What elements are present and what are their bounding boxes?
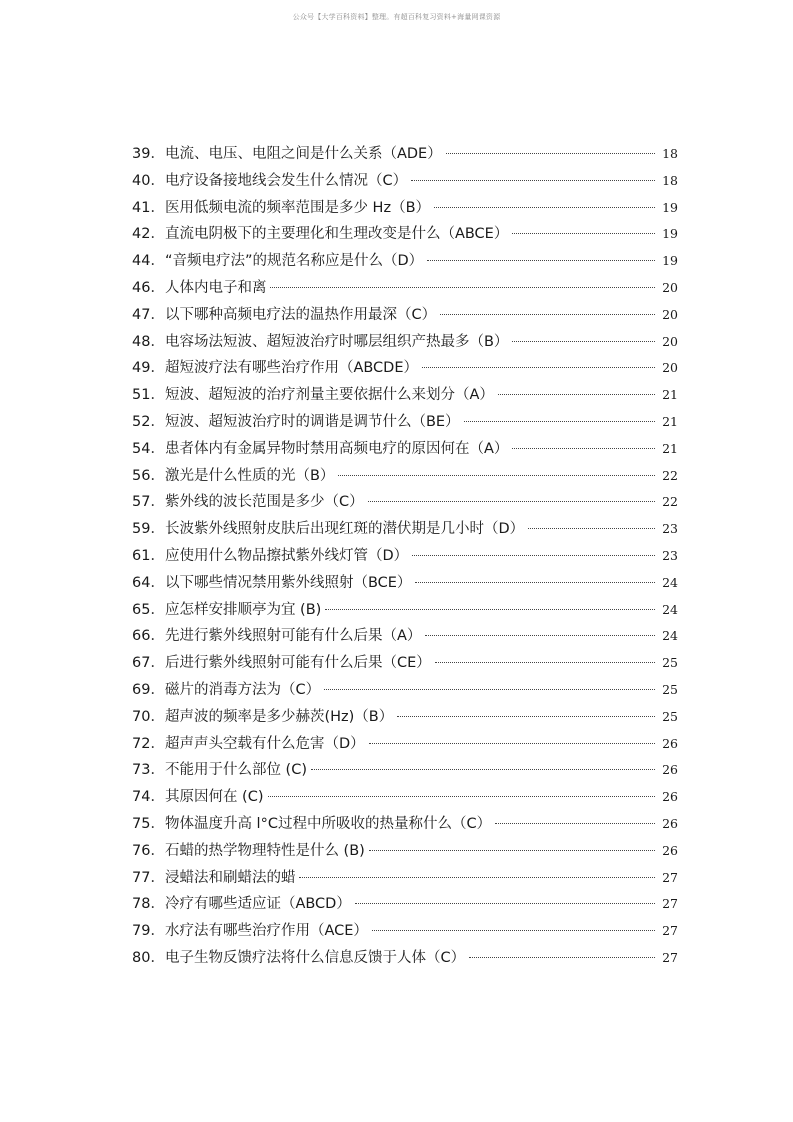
toc-dot-leader: [412, 555, 655, 556]
toc-entry-title: 74．其原因何在 (C): [132, 789, 264, 806]
toc-entry-title: 59．长波紫外线照射皮肤后出现红斑的潜伏期是几小时（D）: [132, 521, 525, 538]
toc-entry[interactable]: [132, 517, 678, 544]
toc-entry-title: 73．不能用于什么部位 (C): [132, 762, 307, 779]
toc-dot-leader: [268, 796, 656, 797]
toc-entry[interactable]: [132, 758, 678, 785]
toc-entry-page-number: 25: [662, 708, 678, 724]
toc-dot-leader: [355, 903, 655, 904]
toc-entry[interactable]: [132, 544, 678, 571]
toc-entry-page-number: 20: [662, 333, 678, 349]
toc-dot-leader: [425, 635, 655, 636]
toc-dot-leader: [512, 233, 655, 234]
toc-entry-title: 46．人体内电子和离: [132, 279, 267, 296]
toc-dot-leader: [369, 743, 655, 744]
toc-entry-title: 57．紫外线的波长范围是多少（C）: [132, 494, 364, 511]
toc-entry[interactable]: [132, 383, 678, 410]
table-of-contents: [132, 142, 678, 973]
toc-entry-page-number: 27: [662, 923, 678, 939]
toc-entry-page-number: 19: [662, 199, 678, 215]
toc-entry[interactable]: [132, 624, 678, 651]
header-note: 公众号【大学百科资料】整理。有超百科复习资料+海量网课资源: [292, 13, 501, 21]
toc-entry-page-number: 27: [662, 949, 678, 965]
toc-dot-leader: [311, 769, 655, 770]
toc-dot-leader: [369, 850, 655, 851]
toc-dot-leader: [372, 930, 655, 931]
toc-entry[interactable]: [132, 866, 678, 893]
toc-entry[interactable]: [132, 276, 678, 303]
toc-entry-title: 49．超短波疗法有哪些治疗作用（ABCDE）: [132, 360, 419, 377]
toc-entry-title: 77．浸蜡法和刷蜡法的蜡: [132, 869, 296, 886]
toc-dot-leader: [299, 877, 655, 878]
toc-entry-page-number: 23: [662, 547, 678, 563]
toc-entry-title: 61．应使用什么物品擦拭紫外线灯管（D）: [132, 547, 409, 564]
toc-entry-title: 66．先进行紫外线照射可能有什么后果（A）: [132, 628, 422, 645]
toc-entry-title: 65．应怎样安排顺亭为宜 (B): [132, 601, 322, 618]
toc-entry-title: 51．短波、超短波的治疗剂量主要依据什么来划分（A）: [132, 387, 494, 404]
toc-dot-leader: [435, 662, 655, 663]
toc-dot-leader: [427, 260, 655, 261]
toc-entry[interactable]: [132, 196, 678, 223]
toc-entry[interactable]: [132, 490, 678, 517]
toc-dot-leader: [512, 448, 655, 449]
toc-entry-title: 78．冷疗有哪些适应证（ABCD）: [132, 896, 351, 913]
toc-entry-title: 70．超声波的频率是多少赫茨(Hz)（B）: [132, 708, 394, 725]
toc-entry-page-number: 20: [662, 306, 678, 322]
toc-entry-page-number: 20: [662, 360, 678, 376]
toc-entry-title: 75．物体温度升高 l°C过程中所吸收的热量称什么（C）: [132, 815, 492, 832]
toc-dot-leader: [434, 207, 655, 208]
toc-entry-page-number: 24: [662, 601, 678, 617]
toc-entry-title: 80．电子生物反馈疗法将什么信息反馈于人体（C）: [132, 949, 466, 966]
toc-entry-page-number: 18: [662, 172, 678, 188]
toc-entry[interactable]: [132, 464, 678, 491]
toc-entry-page-number: 25: [662, 655, 678, 671]
toc-entry-page-number: 21: [662, 440, 678, 456]
toc-dot-leader: [338, 475, 655, 476]
toc-dot-leader: [325, 609, 655, 610]
toc-entry[interactable]: [132, 678, 678, 705]
toc-entry-page-number: 26: [662, 735, 678, 751]
toc-entry-title: 69．磁片的消毒方法为（C）: [132, 681, 321, 698]
toc-dot-leader: [464, 421, 655, 422]
toc-entry-title: 39．电流、电压、电阻之间是什么关系（ADE）: [132, 146, 442, 162]
toc-entry-page-number: 27: [662, 869, 678, 885]
toc-entry-page-number: 21: [662, 413, 678, 429]
toc-entry-page-number: 21: [662, 387, 678, 403]
toc-entry[interactable]: [132, 732, 678, 759]
toc-entry-page-number: 19: [662, 226, 678, 242]
toc-entry-title: 42．直流电阴极下的主要理化和生理改变是什么（ABCE）: [132, 226, 509, 243]
toc-entry-title: 41．医用低频电流的频率范围是多少 Hz（B）: [132, 199, 431, 216]
toc-entry[interactable]: [132, 222, 678, 249]
toc-dot-leader: [440, 314, 655, 315]
toc-entry[interactable]: [132, 705, 678, 732]
toc-entry[interactable]: [132, 356, 678, 383]
toc-entry[interactable]: [132, 839, 678, 866]
toc-entry[interactable]: [132, 785, 678, 812]
toc-entry[interactable]: [132, 571, 678, 598]
toc-entry[interactable]: [132, 169, 678, 196]
toc-dot-leader: [397, 716, 655, 717]
toc-entry-title: 40．电疗设备接地线会发生什么情况（C）: [132, 172, 408, 189]
toc-entry[interactable]: [132, 142, 678, 169]
toc-dot-leader: [498, 394, 655, 395]
toc-dot-leader: [415, 582, 655, 583]
toc-dot-leader: [495, 823, 655, 824]
toc-dot-leader: [324, 689, 655, 690]
toc-entry-page-number: 27: [662, 896, 678, 912]
toc-entry-title: 64．以下哪些情况禁用紫外线照射（BCE）: [132, 574, 412, 591]
toc-dot-leader: [270, 287, 655, 288]
toc-entry[interactable]: [132, 946, 678, 973]
toc-entry-title: 76．石蜡的热学物理特性是什么 (B): [132, 842, 365, 859]
toc-entry[interactable]: [132, 330, 678, 357]
toc-entry[interactable]: [132, 892, 678, 919]
toc-entry-title: 44．“音频电疗法”的规范名称应是什么（D）: [132, 253, 424, 270]
toc-entry-page-number: 26: [662, 789, 678, 805]
toc-entry-page-number: 19: [662, 253, 678, 269]
toc-entry-page-number: 18: [662, 146, 678, 161]
toc-dot-leader: [469, 957, 655, 958]
toc-entry-title: 67．后进行紫外线照射可能有什么后果（CE）: [132, 655, 431, 672]
toc-dot-leader: [528, 528, 655, 529]
toc-entry-title: 47．以下哪种高频电疗法的温热作用最深（C）: [132, 306, 437, 323]
toc-entry[interactable]: [132, 919, 678, 946]
toc-entry-page-number: 24: [662, 628, 678, 644]
toc-entry-title: 48．电容场法短波、超短波治疗时哪层组织产热最多（B）: [132, 333, 509, 350]
toc-dot-leader: [411, 180, 655, 181]
toc-entry[interactable]: [132, 303, 678, 330]
toc-entry-page-number: 23: [662, 521, 678, 537]
toc-entry-page-number: 24: [662, 574, 678, 590]
toc-entry-title: 56．激光是什么性质的光（B）: [132, 467, 335, 484]
toc-entry-page-number: 26: [662, 842, 678, 858]
toc-entry[interactable]: [132, 249, 678, 276]
toc-entry[interactable]: [132, 437, 678, 464]
toc-entry-title: 54．患者体内有金属异物时禁用高频电疗的原因何在（A）: [132, 440, 509, 457]
toc-entry-page-number: 22: [662, 494, 678, 510]
toc-entry-page-number: 26: [662, 762, 678, 778]
toc-dot-leader: [512, 341, 655, 342]
toc-entry-page-number: 20: [662, 279, 678, 295]
toc-entry[interactable]: [132, 598, 678, 625]
toc-entry[interactable]: [132, 410, 678, 437]
toc-dot-leader: [368, 501, 655, 502]
toc-dot-leader: [422, 367, 655, 368]
toc-entry-page-number: 25: [662, 681, 678, 697]
toc-entry[interactable]: [132, 651, 678, 678]
toc-entry-title: 72．超声声头空载有什么危害（D）: [132, 735, 365, 752]
toc-entry-page-number: 22: [662, 467, 678, 483]
toc-entry-title: 52．短波、超短波治疗时的调谐是调节什么（BE）: [132, 413, 460, 430]
toc-entry-page-number: 26: [662, 815, 678, 831]
toc-entry-title: 79．水疗法有哪些治疗作用（ACE）: [132, 923, 368, 940]
toc-entry[interactable]: [132, 812, 678, 839]
toc-dot-leader: [446, 153, 655, 154]
